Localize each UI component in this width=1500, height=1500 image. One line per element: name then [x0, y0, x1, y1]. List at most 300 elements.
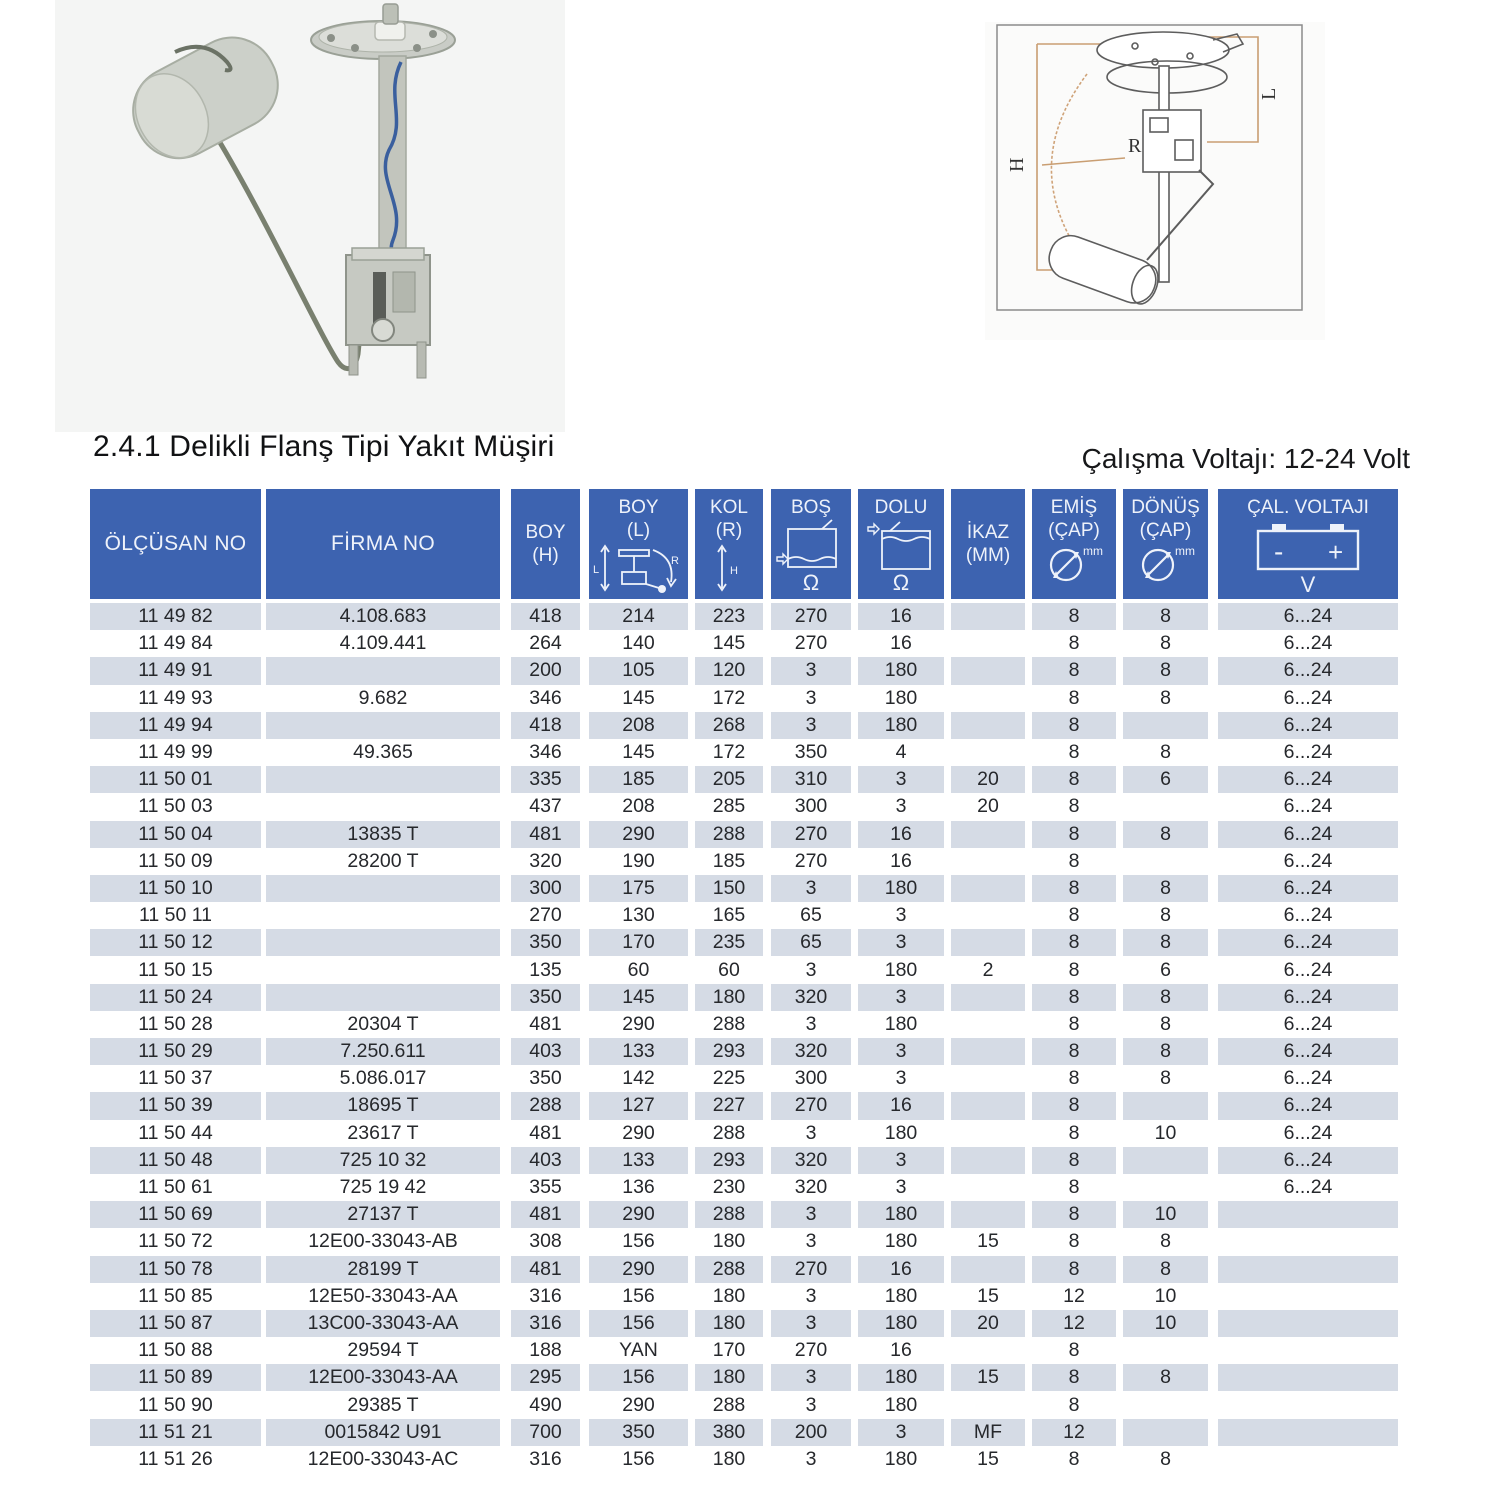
table-cell: 49.365 — [353, 741, 413, 764]
table-cell: 10 — [1154, 1284, 1177, 1307]
table-cell: 8 — [1032, 1364, 1116, 1391]
table-cell: 6...24 — [1283, 1012, 1333, 1035]
mounting-strap — [379, 56, 406, 258]
table-cell: 6...24 — [1283, 1176, 1333, 1199]
table-cell: 6...24 — [1218, 984, 1398, 1011]
table-cell: 6 — [1160, 958, 1171, 981]
table-cell: 350 — [511, 984, 580, 1011]
table-cell: 11 50 29 — [90, 1038, 261, 1065]
table-cell: 3 — [895, 1067, 907, 1090]
table-cell: 300 — [794, 795, 828, 818]
table-cell: 60 — [627, 958, 650, 981]
table-cell: 20 — [951, 1310, 1025, 1337]
table-cell: 3 — [771, 1310, 851, 1337]
table-cell: 3 — [858, 1038, 944, 1065]
table-cell — [266, 657, 500, 684]
table-cell: 6...24 — [1283, 632, 1333, 655]
battery-icon — [1248, 519, 1368, 573]
table-cell: 8 — [1123, 603, 1208, 630]
table-cell — [1218, 1283, 1398, 1310]
col-label: ÇAL. VOLTAJI — [1247, 497, 1369, 518]
col-header-bos — [771, 489, 851, 599]
table-cell — [951, 630, 1025, 657]
table-cell: 11 50 44 — [138, 1121, 213, 1144]
table-cell: 20 — [977, 795, 999, 818]
col-sublabel: (H) — [532, 545, 559, 566]
table-cell — [1123, 1092, 1208, 1119]
table-cell: 180 — [858, 1310, 944, 1337]
table-cell: 3 — [858, 766, 944, 793]
fuel-sender-photo-drawing — [55, 0, 565, 432]
col-header-firma-no — [266, 489, 500, 599]
table-cell: 175 — [589, 875, 688, 902]
table-cell: 6...24 — [1218, 1147, 1398, 1174]
table-row — [90, 956, 1398, 983]
table-cell — [1123, 848, 1208, 875]
table-cell: 3 — [771, 1364, 851, 1391]
table-cell: 11 50 69 — [90, 1201, 261, 1228]
col-label: KOL — [709, 497, 749, 518]
table-cell: 8 — [1068, 1339, 1080, 1362]
table-cell — [951, 603, 1025, 630]
table-cell: 11 50 78 — [90, 1256, 261, 1283]
table-cell: 11 50 37 — [138, 1067, 213, 1090]
table-cell: 490 — [529, 1393, 562, 1416]
table-cell: 8 — [1123, 1364, 1208, 1391]
table-cell — [266, 956, 500, 983]
table-row — [90, 1147, 1398, 1174]
table-cell — [1123, 712, 1208, 739]
table-cell: 2 — [982, 958, 994, 981]
table-cell — [951, 685, 1025, 712]
table-header — [90, 489, 1398, 599]
table-cell: 3 — [805, 1393, 817, 1416]
table-cell: 8 — [1068, 849, 1080, 872]
table-row — [90, 1256, 1398, 1283]
table-cell: 9.682 — [358, 686, 408, 709]
col-unit-volt: V — [1300, 572, 1316, 597]
table-cell: 15 — [977, 1284, 999, 1307]
table-cell: 6...24 — [1283, 904, 1333, 927]
table-cell: 180 — [858, 875, 944, 902]
table-cell: 140 — [622, 632, 655, 655]
table-cell — [1218, 1419, 1398, 1446]
table-cell — [951, 1011, 1025, 1038]
table-cell: 180 — [884, 1447, 918, 1470]
table-cell: 11 50 10 — [90, 875, 261, 902]
table-cell: 180 — [884, 686, 918, 709]
icon-label-h: H — [730, 565, 738, 577]
table-cell — [951, 1147, 1025, 1174]
table-cell: 60 — [718, 958, 740, 981]
table-cell: 16 — [890, 1339, 912, 1362]
table-row — [90, 1228, 1398, 1255]
table-cell: 288 — [695, 1256, 763, 1283]
table-cell: 264 — [529, 632, 562, 655]
table-cell — [1218, 1446, 1398, 1473]
table-cell: 180 — [858, 1201, 944, 1228]
table-cell: 142 — [622, 1067, 655, 1090]
table-cell: 6...24 — [1283, 1067, 1333, 1090]
col-label: EMİŞ — [1050, 497, 1098, 518]
table-cell: 3 — [771, 1201, 851, 1228]
table-cell: 350 — [529, 1067, 562, 1090]
table-cell — [266, 902, 500, 929]
table-cell: 12E50-33043-AA — [308, 1284, 458, 1307]
table-cell: 165 — [712, 904, 746, 927]
table-cell: 180 — [695, 1310, 763, 1337]
table-cell: 700 — [511, 1419, 580, 1446]
table-cell — [951, 1038, 1025, 1065]
table-cell: 6 — [1123, 766, 1208, 793]
table-cell: 185 — [589, 766, 688, 793]
table-cell: 11 50 87 — [90, 1310, 261, 1337]
table-cell: 4.109.441 — [339, 632, 427, 655]
table-cell: 6...24 — [1218, 766, 1398, 793]
table-cell: 16 — [858, 1092, 944, 1119]
table-cell: 346 — [529, 686, 562, 709]
table-cell: 12E00-33043-AA — [266, 1364, 500, 1391]
table-cell: 6...24 — [1283, 849, 1333, 872]
table-row — [90, 1391, 1398, 1418]
table-row — [90, 875, 1398, 902]
table-cell: 320 — [771, 984, 851, 1011]
table-cell: YAN — [619, 1339, 658, 1362]
col-label: DÖNÜŞ — [1131, 497, 1200, 518]
table-cell: 11 49 82 — [90, 603, 261, 630]
table-cell: 11 50 28 — [138, 1012, 213, 1035]
icon-label-r: R — [670, 555, 679, 567]
col-header-ikaz — [951, 489, 1025, 599]
table-cell: 346 — [529, 741, 562, 764]
table-cell: 350 — [589, 1419, 688, 1446]
table-cell: 6...24 — [1218, 1038, 1398, 1065]
table-cell: 11 50 48 — [90, 1147, 261, 1174]
table-cell: 27137 T — [266, 1201, 500, 1228]
table-cell: 3 — [858, 984, 944, 1011]
table-cell: 11 49 94 — [90, 712, 261, 739]
table-cell: 8 — [1123, 1038, 1208, 1065]
table-cell — [266, 984, 500, 1011]
table-cell: 300 — [794, 1067, 828, 1090]
table-cell: 11 50 39 — [90, 1092, 261, 1119]
table-cell: 185 — [712, 849, 746, 872]
dim-label-h: H — [1006, 157, 1028, 172]
table-cell: 6...24 — [1283, 741, 1333, 764]
table-cell: 3 — [771, 875, 851, 902]
table-cell: 293 — [695, 1038, 763, 1065]
col-label: DOLU — [874, 497, 928, 518]
table-cell: 290 — [622, 1012, 655, 1035]
table-cell — [266, 712, 500, 739]
table-row — [90, 1446, 1398, 1473]
table-cell: 8 — [1068, 795, 1080, 818]
table-cell: 320 — [529, 849, 562, 872]
table-cell — [1218, 1337, 1398, 1364]
table-cell: 8 — [1160, 1012, 1171, 1035]
table-cell: 12 — [1032, 1310, 1116, 1337]
table-cell: 481 — [511, 1256, 580, 1283]
table-cell — [951, 984, 1025, 1011]
table-cell — [951, 1174, 1025, 1201]
table-cell: 6...24 — [1283, 686, 1333, 709]
table-cell — [951, 1201, 1025, 1228]
table-cell: 308 — [529, 1230, 562, 1253]
table-cell: 8 — [1068, 741, 1080, 764]
table-cell: 3 — [805, 1121, 817, 1144]
table-cell: 8 — [1123, 657, 1208, 684]
table-cell: 355 — [529, 1176, 562, 1199]
table-cell: 65 — [800, 904, 822, 927]
table-cell: 316 — [529, 1284, 562, 1307]
parts-table — [90, 489, 1398, 1473]
table-cell: 8 — [1160, 686, 1171, 709]
table-row — [90, 821, 1398, 848]
col-sublabel: (ÇAP) — [1048, 520, 1100, 541]
table-cell: 7.250.611 — [266, 1038, 500, 1065]
table-cell: 172 — [712, 741, 746, 764]
table-cell: 3 — [805, 1284, 817, 1307]
table-cell: 288 — [712, 1393, 746, 1416]
table-row — [90, 1092, 1398, 1119]
table-cell: 11 50 90 — [138, 1393, 213, 1416]
table-cell — [951, 739, 1025, 766]
table-cell: 200 — [511, 657, 580, 684]
table-cell: 172 — [712, 686, 746, 709]
table-cell: 270 — [794, 849, 828, 872]
table-cell: 11 50 11 — [138, 904, 212, 927]
table-cell — [1218, 1310, 1398, 1337]
table-cell: 11 51 21 — [90, 1419, 261, 1446]
table-cell: 11 49 91 — [90, 657, 261, 684]
table-cell: 20304 T — [347, 1012, 419, 1035]
table-cell: 288 — [712, 1121, 746, 1144]
table-cell: 133 — [589, 1038, 688, 1065]
table-cell: 8 — [1123, 984, 1208, 1011]
table-cell: 8 — [1032, 712, 1116, 739]
battery-minus: - — [1274, 536, 1284, 567]
table-cell: 3 — [895, 795, 907, 818]
table-cell: 136 — [622, 1176, 655, 1199]
table-cell: 180 — [884, 1230, 918, 1253]
table-cell: 120 — [695, 657, 763, 684]
table-row — [90, 1038, 1398, 1065]
table-cell: 127 — [589, 1092, 688, 1119]
table-body — [90, 603, 1398, 1473]
table-cell: 3 — [805, 686, 817, 709]
table-cell: 23617 T — [347, 1121, 419, 1144]
table-cell: 8 — [1032, 821, 1116, 848]
col-label: İKAZ — [966, 522, 1010, 543]
col-header-olcusan-no — [90, 489, 261, 599]
col-header-emis — [1032, 489, 1116, 599]
table-cell: 105 — [589, 657, 688, 684]
battery-plus: + — [1328, 537, 1344, 567]
table-cell: 180 — [884, 1284, 918, 1307]
col-sublabel: (L) — [626, 520, 651, 541]
table-cell — [266, 793, 500, 820]
table-cell: 11 49 93 — [138, 686, 213, 709]
table-cell: 8 — [1068, 958, 1080, 981]
voltage-caption: Çalışma Voltajı: 12-24 Volt — [1081, 443, 1410, 474]
table-row — [90, 1310, 1398, 1337]
float-cylinder — [118, 22, 294, 174]
table-row — [90, 657, 1398, 684]
table-cell: 230 — [712, 1176, 746, 1199]
table-cell: 6...24 — [1283, 795, 1333, 818]
table-cell: 10 — [1123, 1201, 1208, 1228]
table-cell: 180 — [858, 712, 944, 739]
table-cell: 11 50 04 — [90, 821, 261, 848]
table-cell: 3 — [858, 1419, 944, 1446]
sender-length-icon — [591, 542, 687, 594]
table-cell: 293 — [695, 1147, 763, 1174]
table-cell — [266, 929, 500, 956]
table-cell: 270 — [771, 1092, 851, 1119]
table-cell: 8 — [1068, 1230, 1080, 1253]
table-cell: 150 — [695, 875, 763, 902]
table-cell: 225 — [712, 1067, 746, 1090]
table-cell: 481 — [529, 1012, 562, 1035]
table-cell: 16 — [890, 632, 912, 655]
table-cell: 268 — [695, 712, 763, 739]
table-cell — [1218, 1364, 1398, 1391]
table-cell: 8 — [1032, 603, 1116, 630]
table-row — [90, 793, 1398, 820]
table-cell: 180 — [858, 657, 944, 684]
table-cell — [951, 1120, 1025, 1147]
table-cell: 8 — [1032, 1256, 1116, 1283]
table-cell: 8 — [1032, 1092, 1116, 1119]
col-header-boy-l — [589, 489, 688, 599]
table-cell: 8 — [1032, 1038, 1116, 1065]
table-cell: 227 — [695, 1092, 763, 1119]
table-row — [90, 1065, 1398, 1092]
table-cell — [951, 902, 1025, 929]
table-cell: 6...24 — [1218, 712, 1398, 739]
table-cell: 8 — [1160, 741, 1171, 764]
table-row — [90, 984, 1398, 1011]
table-cell: 3 — [805, 1447, 817, 1470]
table-cell: 8 — [1068, 904, 1080, 927]
table-cell: 403 — [511, 1147, 580, 1174]
table-cell: 12 — [1032, 1419, 1116, 1446]
table-row — [90, 685, 1398, 712]
table-cell: 156 — [589, 1364, 688, 1391]
col-label: FİRMA NO — [331, 532, 435, 555]
table-cell: 6...24 — [1218, 603, 1398, 630]
table-cell: 16 — [890, 849, 912, 872]
table-cell: 11 51 26 — [138, 1447, 213, 1470]
table-cell: 11 50 12 — [90, 929, 261, 956]
table-cell: 180 — [712, 1447, 746, 1470]
table-cell: 320 — [771, 1147, 851, 1174]
table-cell: 16 — [858, 603, 944, 630]
table-cell: 3 — [771, 657, 851, 684]
section-title: 2.4.1 Delikli Flanş Tipi Yakıt Müşiri — [93, 430, 555, 463]
table-cell: 320 — [771, 1038, 851, 1065]
table-cell: 8 — [1160, 1230, 1171, 1253]
table-cell: 6...24 — [1218, 657, 1398, 684]
table-cell: 12E00-33043-AB — [308, 1230, 458, 1253]
table-row — [90, 739, 1398, 766]
col-label: ÖLÇÜSAN NO — [104, 532, 247, 555]
table-cell: 180 — [712, 1284, 746, 1307]
table-cell: 290 — [589, 1201, 688, 1228]
table-cell: 8 — [1160, 1067, 1171, 1090]
table-cell: 11 50 24 — [90, 984, 261, 1011]
table-cell — [1123, 1174, 1208, 1201]
table-cell: 3 — [771, 712, 851, 739]
table-cell: 6...24 — [1218, 821, 1398, 848]
table-cell: 29594 T — [347, 1339, 419, 1362]
table-cell: 200 — [771, 1419, 851, 1446]
table-cell: 205 — [695, 766, 763, 793]
table-cell: 180 — [858, 1364, 944, 1391]
table-cell: 335 — [511, 766, 580, 793]
table-cell — [951, 712, 1025, 739]
table-cell — [951, 1065, 1025, 1092]
arm-height-icon — [709, 542, 749, 594]
table-cell: 15 — [977, 1447, 999, 1470]
table-row — [90, 848, 1398, 875]
table-cell: 156 — [622, 1284, 655, 1307]
table-cell — [266, 766, 500, 793]
table-cell: 8 — [1123, 929, 1208, 956]
table-cell: 8 — [1068, 1393, 1080, 1416]
table-cell: MF — [951, 1419, 1025, 1446]
tank-full-icon — [862, 519, 940, 571]
table-cell — [1218, 1228, 1398, 1255]
table-cell — [1123, 1391, 1208, 1418]
table-cell: 8 — [1032, 984, 1116, 1011]
table-cell: 6...24 — [1218, 929, 1398, 956]
table-cell: 270 — [771, 821, 851, 848]
product-photo — [55, 0, 565, 432]
table-cell: 350 — [794, 741, 828, 764]
table-cell: 8 — [1032, 1201, 1116, 1228]
table-cell: 8 — [1068, 1067, 1080, 1090]
table-cell: 481 — [529, 1121, 562, 1144]
table-cell: 190 — [622, 849, 655, 872]
table-cell: 316 — [511, 1310, 580, 1337]
table-cell: 3 — [805, 958, 817, 981]
table-cell: 8 — [1032, 875, 1116, 902]
table-cell: 270 — [794, 632, 828, 655]
table-cell — [1218, 1201, 1398, 1228]
table-cell: 214 — [589, 603, 688, 630]
table-cell: 8 — [1123, 821, 1208, 848]
dim-label-r: R — [1128, 135, 1142, 157]
table-cell: 288 — [695, 1201, 763, 1228]
table-cell — [1218, 1256, 1398, 1283]
table-cell: 145 — [589, 984, 688, 1011]
table-cell: 270 — [794, 1339, 828, 1362]
table-cell: 235 — [695, 929, 763, 956]
table-cell: 180 — [695, 1364, 763, 1391]
table-row — [90, 766, 1398, 793]
col-header-voltaj — [1218, 489, 1398, 599]
table-row — [90, 1120, 1398, 1147]
table-cell — [1123, 1337, 1208, 1364]
table-cell — [951, 1092, 1025, 1119]
table-cell: 3 — [858, 929, 944, 956]
table-cell: 188 — [529, 1339, 562, 1362]
col-sublabel: (ÇAP) — [1139, 520, 1192, 541]
table-cell — [1123, 1147, 1208, 1174]
table-cell: 418 — [511, 603, 580, 630]
table-cell: 13C00-33043-AA — [266, 1310, 500, 1337]
